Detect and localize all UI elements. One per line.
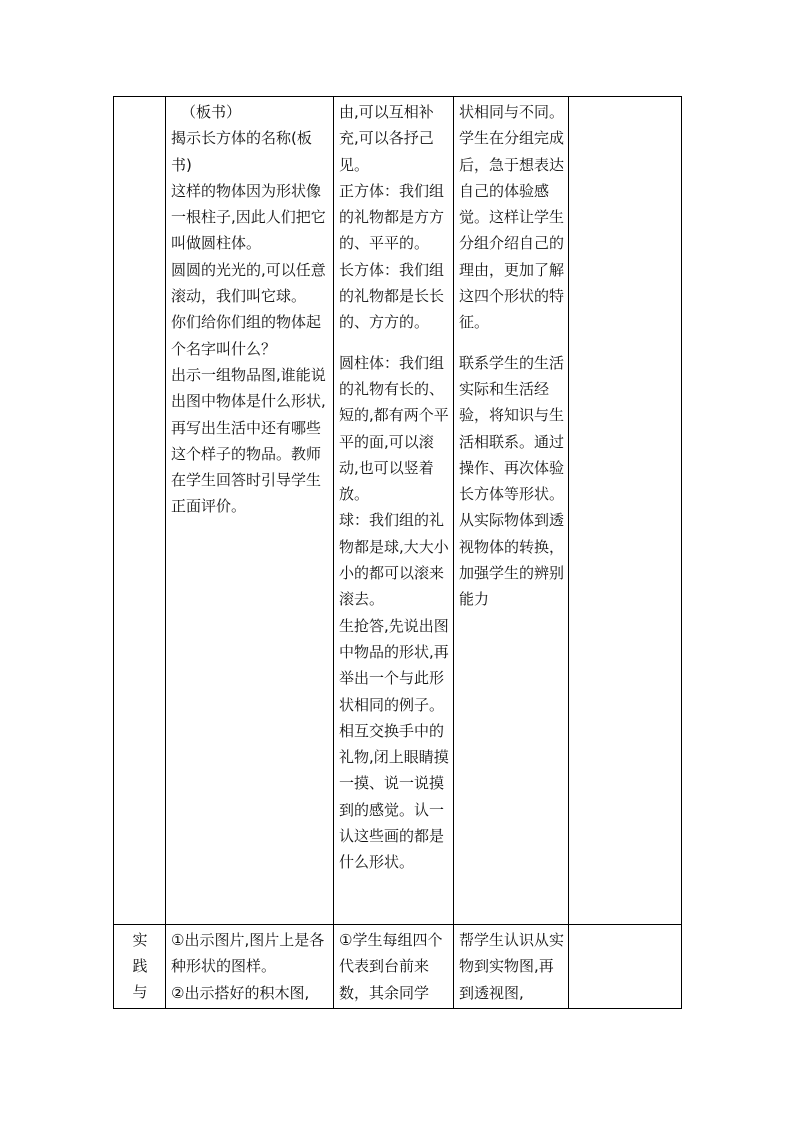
text-paragraph: 帮学生认识从实物到实物图,再到透视图,	[459, 931, 565, 1002]
text-paragraph: ②出示搭好的积木图,	[171, 983, 310, 1002]
stage-cell	[114, 97, 166, 925]
student-activity-cell	[334, 925, 454, 1009]
text-paragraph: 由,可以互相补充,可以各抒己见。	[339, 103, 434, 174]
student-activity-cell	[334, 97, 454, 925]
text-paragraph: 你们给你们组的物体起个名字叫什么？	[171, 313, 322, 358]
stage-label-char: 与	[132, 983, 148, 1001]
notes-cell	[569, 97, 682, 925]
text-paragraph: ①学生每组四个代表到台前来数，其余同学	[339, 931, 443, 1002]
stage-cell	[114, 925, 166, 1009]
text-paragraph: 圆柱体：我们组的礼物有长的、短的,都有两个平平的面,可以滚动,也可以竖着放。	[339, 353, 449, 504]
text-paragraph: 揭示长方体的名称(板书)	[171, 129, 312, 174]
text-paragraph: ①出示图片,图片上是各种形状的图样。	[171, 931, 325, 976]
paragraph-gap	[459, 336, 564, 350]
text-paragraph: 出示一组物品图,谁能说出图中物体是什么形状,再写出生活中还有哪些这个样子的物品。教师在学生回答时引导学生正面评价。	[171, 365, 326, 516]
design-intent-cell	[454, 97, 569, 925]
notes-cell	[569, 925, 682, 1009]
text-paragraph: 状相同与不同。学生在分组完成后，急于想表达自己的体验感觉。这样让学生分组介绍自己的理由，更加了解这四个形状的特征。	[459, 103, 565, 332]
teacher-activity-cell	[166, 925, 334, 1009]
stage-label-char: 实	[132, 931, 148, 949]
text-paragraph: 生抢答,先说出图中物品的形状,再举出一个与此形状相同的例子。相互交换手中的礼物,闭上眼睛摸一摸、说一说摸到的感觉。认一认这些画的都是什么形状。	[339, 616, 449, 872]
text-paragraph: 长方体：我们组的礼物都是长长的、方方的。	[339, 260, 445, 332]
text-paragraph: 这样的物体因为形状像一根柱子,因此人们把它叫做圆柱体。	[171, 181, 326, 253]
lesson-plan-table	[113, 96, 682, 1009]
text-paragraph: 球：我们组的礼物都是球,大大小小的都可以滚来滚去。	[339, 511, 449, 609]
text-paragraph: （板书）	[181, 103, 242, 121]
text-paragraph: 圆圆的光光的,可以任意滚动，我们叫它球。	[171, 260, 326, 306]
table-row	[114, 97, 682, 925]
design-intent-cell	[454, 925, 569, 1009]
paragraph-gap	[339, 336, 449, 350]
teacher-activity-cell	[166, 97, 334, 925]
stage-label-char: 践	[132, 957, 148, 975]
text-paragraph: 正方体：我们组的礼物都是方方的、平平的。	[339, 181, 445, 253]
text-paragraph: 联系学生的生活实际和生活经验，将知识与生活相联系。通过操作、再次体验长方体等形状。从实际物体到透视物体的转换，加强学生的辨别能力	[459, 353, 565, 609]
table-row	[114, 925, 682, 1009]
